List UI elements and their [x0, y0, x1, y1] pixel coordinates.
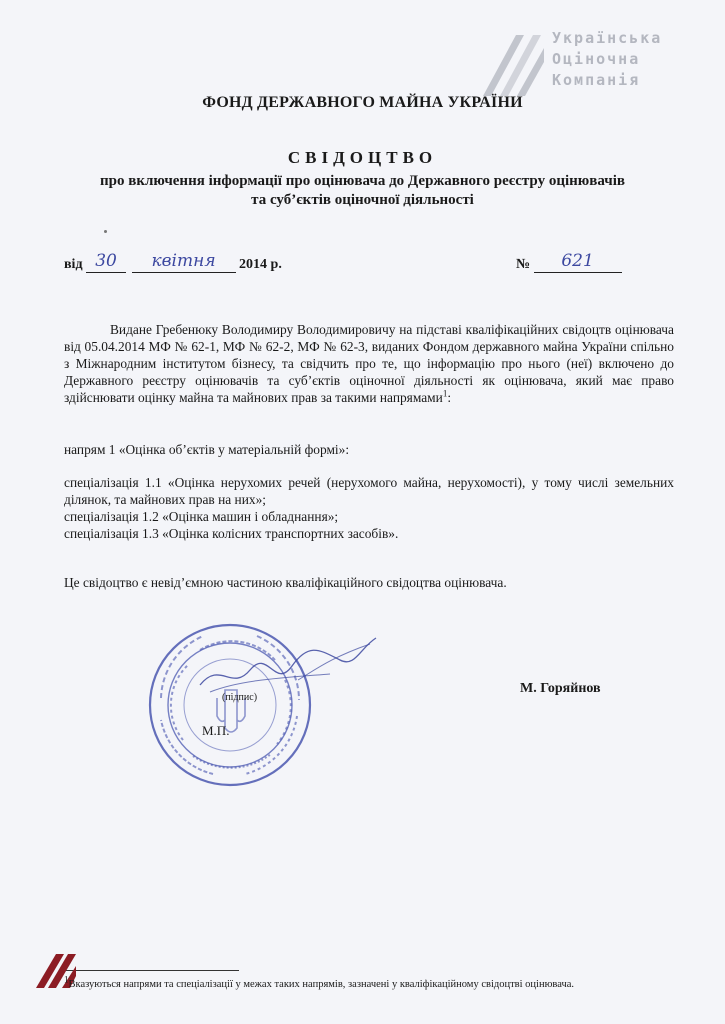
issue-date	[64, 251, 282, 273]
seal-place-label: М.П.	[202, 723, 230, 738]
date-from-label: від	[64, 257, 83, 272]
footnote-ref: 1	[442, 388, 448, 399]
specializations-list	[64, 474, 674, 542]
main-text: Видане Гребенюку Володимиру Володимировичу на підставі кваліфікаційних свідоцтв оцінювача від 05.04.2014 МФ № 62-1, МФ № 62-2, МФ № 62-3, виданих Фондом державного майна України спільно з Міжнародним інститутом бізнесу, та свідчить про те, що інформацію про нього (неї) включено до Державного реєстру оцінювачів та суб’єктів оціночної діяльності як оцінювача, який має право здійснювати оцінку майна та майнових прав за такими напрямами	[64, 322, 674, 405]
number-field	[534, 251, 622, 273]
main-end: :	[447, 390, 452, 405]
ink-dot	[104, 230, 107, 233]
watermark-text	[552, 28, 702, 91]
footnote-divider	[64, 970, 239, 971]
subtitle-line: та суб’єктів оціночної діяльності	[251, 192, 474, 208]
year-label: 2014 р.	[239, 257, 282, 272]
number-label: №	[516, 257, 531, 272]
day-field	[86, 251, 126, 273]
day-handwritten: 30	[95, 251, 117, 271]
watermark-line: Оціночна	[552, 50, 641, 68]
specialization-item: спеціалізація 1.2 «Оцінка машин і обладнання»;	[64, 509, 339, 524]
inseparable-statement: Це свідоцтво є невід’ємною частиною кваліфікаційного свідоцтва оцінювача.	[64, 575, 507, 590]
specialization-item: спеціалізація 1.3 «Оцінка колісних транспортних засобів».	[64, 526, 399, 541]
month-handwritten: квітня	[151, 251, 216, 271]
footnote	[64, 974, 674, 990]
main-paragraph	[64, 321, 674, 406]
specialization-item: спеціалізація 1.1 «Оцінка нерухомих речей (нерухомого майна, нерухомості), у тому числі земельних ділянок, та майнових прав на них»;	[64, 475, 674, 507]
footnote-mark: 1	[64, 974, 69, 985]
company-logo-icon	[478, 30, 548, 100]
footnote-text: Вказуються напрями та спеціалізації у межах таких напрямів, зазначені у кваліфікаційному свідоцтві оцінювача.	[68, 979, 575, 990]
direction-line: напрям 1 «Оцінка об’єктів у матеріальній формі»:	[64, 442, 350, 457]
agency-name: ФОНД ДЕРЖАВНОГО МАЙНА УКРАЇНИ	[202, 94, 523, 111]
watermark-line: Компанія	[552, 71, 641, 89]
certificate-subtitle	[60, 172, 665, 210]
certificate-number	[516, 251, 622, 273]
certificate-title: СВІДОЦТВО	[287, 148, 438, 167]
handwritten-signature-icon	[180, 630, 380, 710]
subtitle-line: про включення інформації про оцінювача до Державного реєстру оцінювачів	[100, 173, 625, 189]
number-handwritten: 621	[561, 251, 594, 271]
watermark-line: Українська	[552, 29, 663, 47]
signer-name: М. Горяйнов	[520, 681, 601, 696]
signature-caption: (підпис)	[222, 692, 258, 703]
month-field	[132, 251, 236, 273]
